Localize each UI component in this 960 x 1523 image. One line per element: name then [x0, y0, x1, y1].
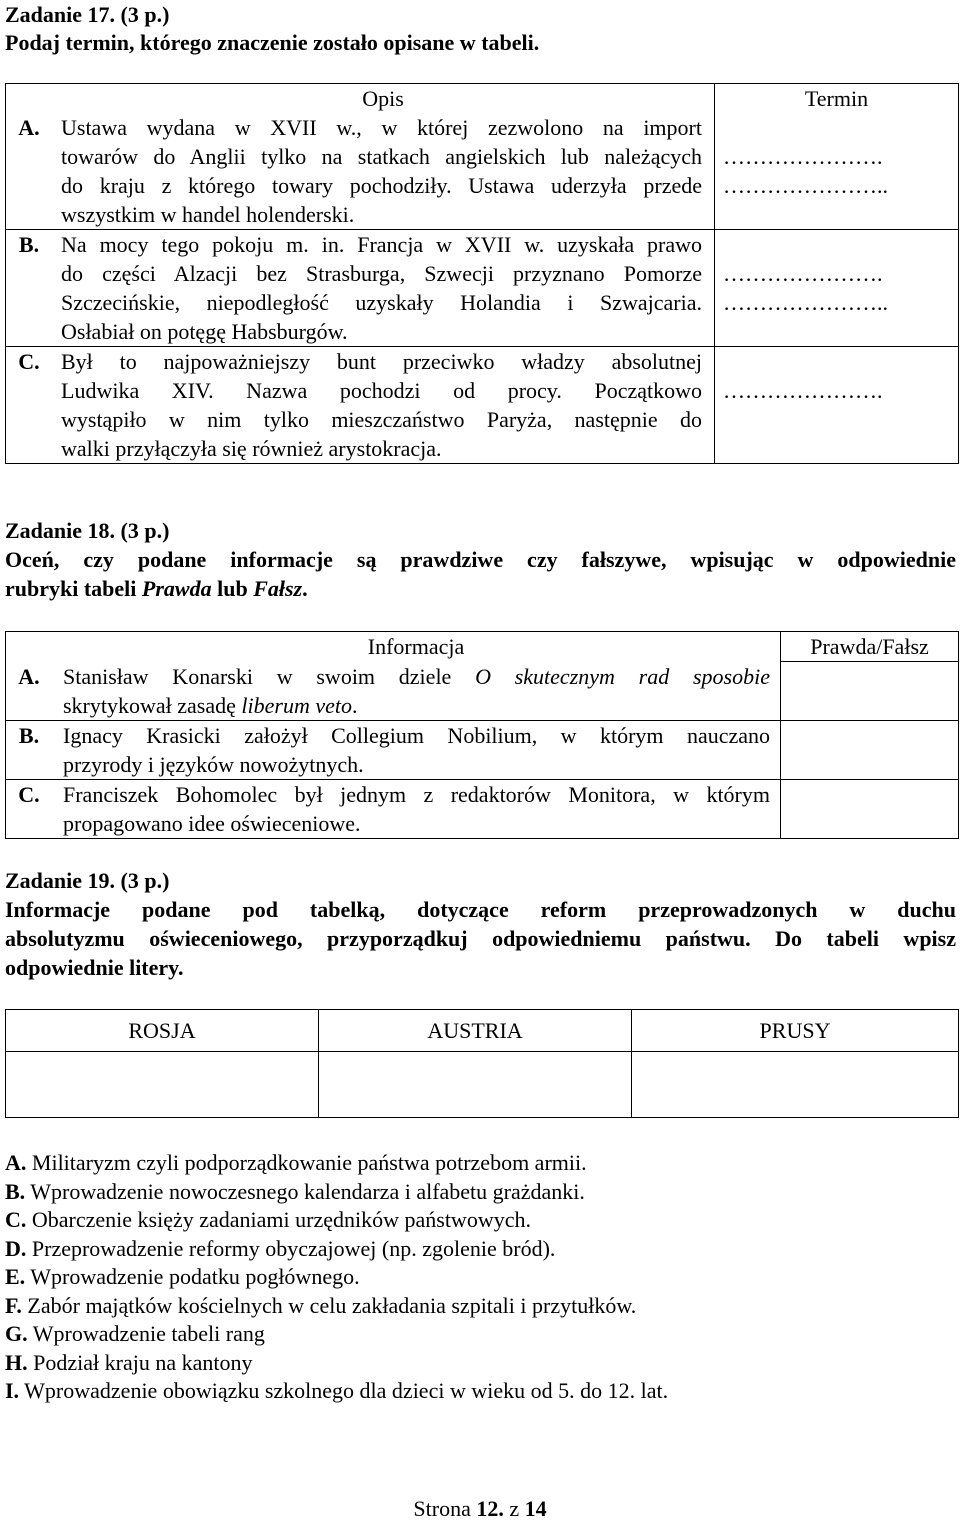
task17-row-b-line3: Szczecińskie, niepodległość uzyskały Holandia i Szwajcaria. [61, 290, 702, 315]
task17-row-b-dots2: ………………….. [723, 290, 888, 315]
task18-row-c-answer[interactable] [781, 779, 959, 838]
task17-row-b-dots1: …………………. [723, 261, 883, 286]
task17-instruction: Podaj termin, którego znaczenie zostało opisane w tabeli. [5, 30, 540, 55]
task17-row-b-line4: Osłabiał on potęgę Habsburgów. [61, 319, 348, 344]
task19-instruction-line3: odpowiednie litery. [5, 955, 184, 980]
page-footer [0, 1494, 960, 1523]
task17-header-empty [6, 84, 53, 114]
task19-header-austria: AUSTRIA [319, 1010, 632, 1052]
option-letter: A. [5, 1150, 27, 1175]
task17-row-c-line1: Był to najpoważniejszy bunt przeciwko władzy absolutnej [61, 349, 702, 374]
task17-header-opis: Opis [52, 84, 715, 114]
task19-table [5, 1009, 959, 1118]
task19-header-rosja: ROSJA [6, 1010, 319, 1052]
option-text: Przeprowadzenie reformy obyczajowej (np. zgolenie bród). [26, 1235, 556, 1261]
task17-row-b-description [52, 230, 715, 347]
task18-row-a-liberum-veto: liberum veto [241, 692, 352, 718]
option-text: Militaryzm czyli podporządkowanie państwa potrzebom armii. [26, 1150, 587, 1175]
task17-row-a-answer[interactable] [715, 113, 959, 230]
option-letter: C. [5, 1207, 27, 1232]
option-text: Wprowadzenie tabeli rang [27, 1321, 265, 1346]
task19-option-b [5, 1178, 668, 1207]
option-text: Podział kraju na kantony [27, 1349, 253, 1375]
option-text: Zabór majątków kościelnych w celu zakładania szpitali i przytułków. [21, 1292, 637, 1318]
task19-instruction-line2: absolutyzmu oświeceniowego, przyporządkuj odpowiedniemu państwu. Do tabeli wpisz [5, 926, 956, 951]
task19-option-c [5, 1206, 668, 1235]
task19-answer-prusy[interactable] [632, 1052, 959, 1118]
task17-row-c-line4: walki przyłączyła się również arystokracja. [61, 436, 442, 461]
task17-title: Zadanie 17. (3 p.) [5, 2, 170, 27]
task17-row-a-letter: A. [6, 113, 53, 230]
task17-row-c-answer[interactable] [715, 347, 959, 464]
task17-row-a-line3: do kraju z którego towary pochodziły. Ustawa uderzyła przede [61, 173, 702, 198]
task18-instruction-lub: lub [211, 576, 254, 601]
task18-row-c-letter: C. [6, 779, 53, 838]
task18-row-a-end: . [351, 692, 358, 718]
task19-options-list [5, 1149, 668, 1406]
task19-option-a [5, 1149, 668, 1178]
task18-row-b-info [52, 720, 781, 779]
task18-row-a-info [52, 662, 781, 721]
task19-answer-austria[interactable] [319, 1052, 632, 1118]
task17-row-c-line2: Ludwika XIV. Nazwa pochodzi od procy. Początkowo [61, 378, 702, 403]
footer-total-pages: 14 [524, 1496, 547, 1521]
task17-row-b-answer[interactable] [715, 230, 959, 347]
task18-table [5, 631, 959, 839]
task17-row-c-letter: C. [6, 347, 53, 464]
task18-row-c-info [52, 779, 781, 838]
task18-header-prawda-falsz: Prawda/Fałsz [781, 632, 959, 662]
task17-row-a-line2: towarów do Anglii tylko na statkach angielskich lub należących [61, 144, 702, 169]
option-text: Wprowadzenie nowoczesnego kalendarza i alfabetu grażdanki. [25, 1178, 585, 1204]
task19-option-d [5, 1235, 668, 1264]
task18-instruction-end: . [302, 576, 308, 601]
task19-title: Zadanie 19. (3 p.) [5, 868, 170, 893]
option-text: Obarczenie księży zadaniami urzędników państwowych. [26, 1207, 531, 1232]
task18-row-a-work-title: O skutecznym rad sposobie [475, 663, 770, 689]
task19-instruction-line1: Informacje podane pod tabelką, dotyczące reform przeprowadzonych w duchu [5, 897, 956, 922]
task19-option-i [5, 1377, 668, 1406]
task18-row-a-line2 [63, 691, 770, 720]
task19-instruction [5, 895, 956, 982]
task17-row-a-dots2: ………………….. [723, 173, 888, 198]
task18-instruction-falsz: Fałsz [253, 576, 303, 601]
task19-answer-rosja[interactable] [6, 1052, 319, 1118]
option-letter: F. [5, 1292, 22, 1318]
task18-instruction [5, 545, 956, 603]
task17-row-a-line1: Ustawa wydana w XVII w., w której zezwolono na import [61, 115, 702, 140]
task17-row-a-line4: wszystkim w handel holenderski. [61, 202, 355, 227]
task18-row-a-line1 [63, 662, 770, 691]
task19-option-g [5, 1320, 668, 1349]
task18-row-a-answer[interactable] [781, 662, 959, 721]
task19-header-prusy: PRUSY [632, 1010, 959, 1052]
task17-row-c-dots1: …………………. [723, 378, 883, 403]
task18-instruction-prawda: Prawda [141, 576, 212, 601]
task18-row-b-line1: Ignacy Krasicki założył Collegium Nobilium, w którym nauczano [63, 722, 770, 748]
task17-table [5, 83, 959, 464]
footer-prefix: Strona [413, 1496, 477, 1521]
task17-row-c-line3: wystąpiło w nim tylko mieszczaństwo Paryża, następnie do [61, 407, 702, 432]
option-text: Wprowadzenie obowiązku szkolnego dla dzieci w wieku od 5. do 12. lat. [19, 1378, 669, 1403]
task18-instruction-line2 [5, 574, 956, 603]
task18-row-b-answer[interactable] [781, 720, 959, 779]
task18-header-informacja: Informacja [52, 632, 781, 662]
option-letter: G. [5, 1321, 28, 1346]
task19-option-h [5, 1349, 668, 1378]
option-letter: B. [5, 1178, 26, 1204]
task17-row-b-line1: Na mocy tego pokoju m. in. Francja w XVII w. uzyskała prawo [61, 232, 702, 257]
task18-row-c-line2: propagowano idee oświeceniowe. [63, 810, 361, 836]
task17-row-b-letter: B. [6, 230, 53, 347]
option-letter: D. [5, 1235, 27, 1261]
task17-row-c-description [52, 347, 715, 464]
task17-row-a-description [52, 113, 715, 230]
option-text: Wprowadzenie podatku pogłównego. [25, 1264, 360, 1289]
task17-row-b-line2: do części Alzacji bez Strasburga, Szwecji przyznano Pomorze [61, 261, 702, 286]
task18-row-c-line1: Franciszek Bohomolec był jednym z redaktorów Monitora, w którym [63, 781, 770, 807]
task18-row-b-line2: przyrody i języków nowożytnych. [63, 751, 364, 777]
task18-row-b-letter: B. [6, 720, 53, 779]
option-letter: H. [5, 1349, 28, 1375]
option-letter: E. [5, 1264, 26, 1289]
task17-row-a-dots1: …………………. [723, 144, 883, 169]
task18-row-a-letter: A. [6, 662, 53, 721]
task18-instruction-line1: Oceń, czy podane informacje są prawdziwe czy fałszywe, wpisując w odpowiednie [5, 547, 956, 572]
task19-option-f [5, 1292, 668, 1321]
task18-row-a-text2: skrytykował zasadę [63, 692, 242, 718]
task18-header-empty [6, 632, 53, 662]
task19-option-e [5, 1263, 668, 1292]
task17-header-termin: Termin [715, 84, 959, 114]
footer-separator: z [503, 1496, 525, 1521]
option-letter: I. [5, 1378, 20, 1403]
footer-page-number: 12. [476, 1496, 504, 1521]
task18-title: Zadanie 18. (3 p.) [5, 518, 170, 543]
task18-row-a-text1: Stanisław Konarski w swoim dziele [63, 663, 476, 689]
task18-instruction-text: rubryki tabeli [5, 576, 142, 601]
